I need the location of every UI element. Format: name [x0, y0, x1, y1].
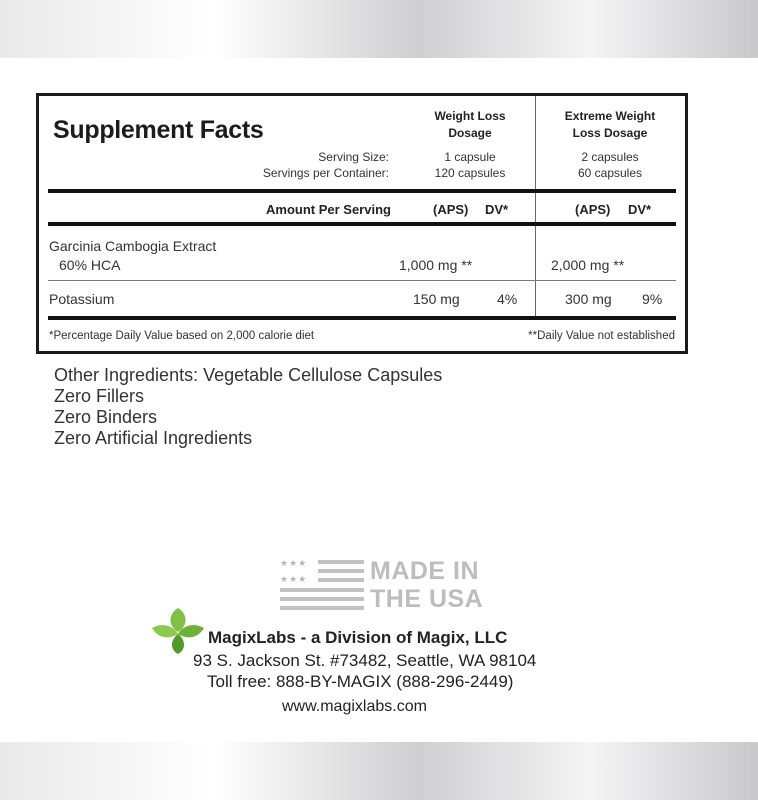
company-name: MagixLabs - a Division of Magix, LLC: [208, 628, 508, 647]
col2-servings: 60 capsules: [577, 166, 643, 180]
serving-size-label: Serving Size:: [318, 150, 389, 164]
supplement-facts-panel: [36, 93, 688, 354]
row-potassium-name: Potassium: [49, 291, 115, 307]
ingredient-line: Other Ingredients: Vegetable Cellulose Capsules: [54, 365, 443, 385]
made-in-text: MADE IN: [370, 557, 480, 585]
flag-stripe: [280, 588, 364, 592]
footnote-daily-value: *Percentage Daily Value based on 2,000 calorie diet: [49, 330, 315, 342]
col1-serving-size: 1 capsule: [444, 150, 496, 164]
col2-aps-label: (APS): [575, 202, 611, 217]
col1-dv-label: DV*: [485, 202, 509, 217]
col2-heading: [535, 108, 685, 142]
col1-servings: 120 capsules: [434, 166, 506, 180]
flag-stripe: [318, 560, 364, 564]
bottom-gradient-band: [0, 742, 758, 800]
row-potassium-col1-dv: 4%: [497, 291, 518, 307]
row-garcinia-col1-amount: 1,000 mg **: [399, 257, 473, 273]
us-flag-icon: ★★★: [280, 574, 308, 584]
amount-per-serving-label: Amount Per Serving: [266, 202, 391, 217]
us-flag-icon: ★★★: [280, 558, 308, 568]
company-tollfree: Toll free: 888-BY-MAGIX (888-296-2449): [207, 672, 514, 691]
divider-thick-2: [48, 222, 676, 226]
col1-aps-label: (APS): [433, 202, 469, 217]
footnote-not-established: **Daily Value not established: [528, 330, 675, 342]
top-gradient-band: [0, 0, 758, 58]
col2-serving-size: 2 capsules: [581, 150, 639, 164]
column-divider: [535, 96, 536, 316]
leaf-logo-icon: [148, 606, 208, 654]
made-in-usa-badge: [278, 558, 498, 614]
col1-heading: [395, 108, 545, 142]
col1-heading-line1: Weight Loss: [434, 109, 506, 123]
col1-heading-line2: Dosage: [448, 126, 492, 140]
col2-heading-line2: Loss Dosage: [572, 126, 648, 140]
col2-dv-label: DV*: [628, 202, 652, 217]
divider-thick-3: [48, 316, 676, 320]
flag-stripe: [280, 597, 364, 601]
row-garcinia-name: Garcinia Cambogia Extract: [49, 238, 217, 254]
row-potassium-col2-dv: 9%: [642, 291, 663, 307]
the-usa-text: THE USA: [370, 585, 484, 613]
company-website[interactable]: www.magixlabs.com: [282, 698, 427, 715]
divider-thin-1: [48, 280, 676, 281]
row-garcinia-sub: 60% HCA: [59, 257, 121, 273]
ingredient-line: Zero Binders: [54, 407, 158, 427]
divider-thick-1: [48, 189, 676, 193]
flag-stripe: [280, 606, 364, 610]
flag-stripe: [318, 578, 364, 582]
flag-stripe: [318, 569, 364, 573]
ingredients-list: [54, 365, 442, 449]
row-garcinia-col2-amount: 2,000 mg **: [551, 257, 625, 273]
supplement-facts-title: Supplement Facts: [53, 116, 264, 144]
row-potassium-col1-amount: 150 mg: [413, 291, 460, 307]
ingredient-line: Zero Fillers: [54, 386, 145, 406]
servings-per-container-label: Servings per Container:: [262, 166, 389, 180]
company-address: 93 S. Jackson St. #73482, Seattle, WA 98104: [193, 651, 537, 670]
ingredient-line: Zero Artificial Ingredients: [54, 428, 253, 448]
col2-heading-line1: Extreme Weight: [564, 109, 656, 123]
row-potassium-col2-amount: 300 mg: [565, 291, 612, 307]
